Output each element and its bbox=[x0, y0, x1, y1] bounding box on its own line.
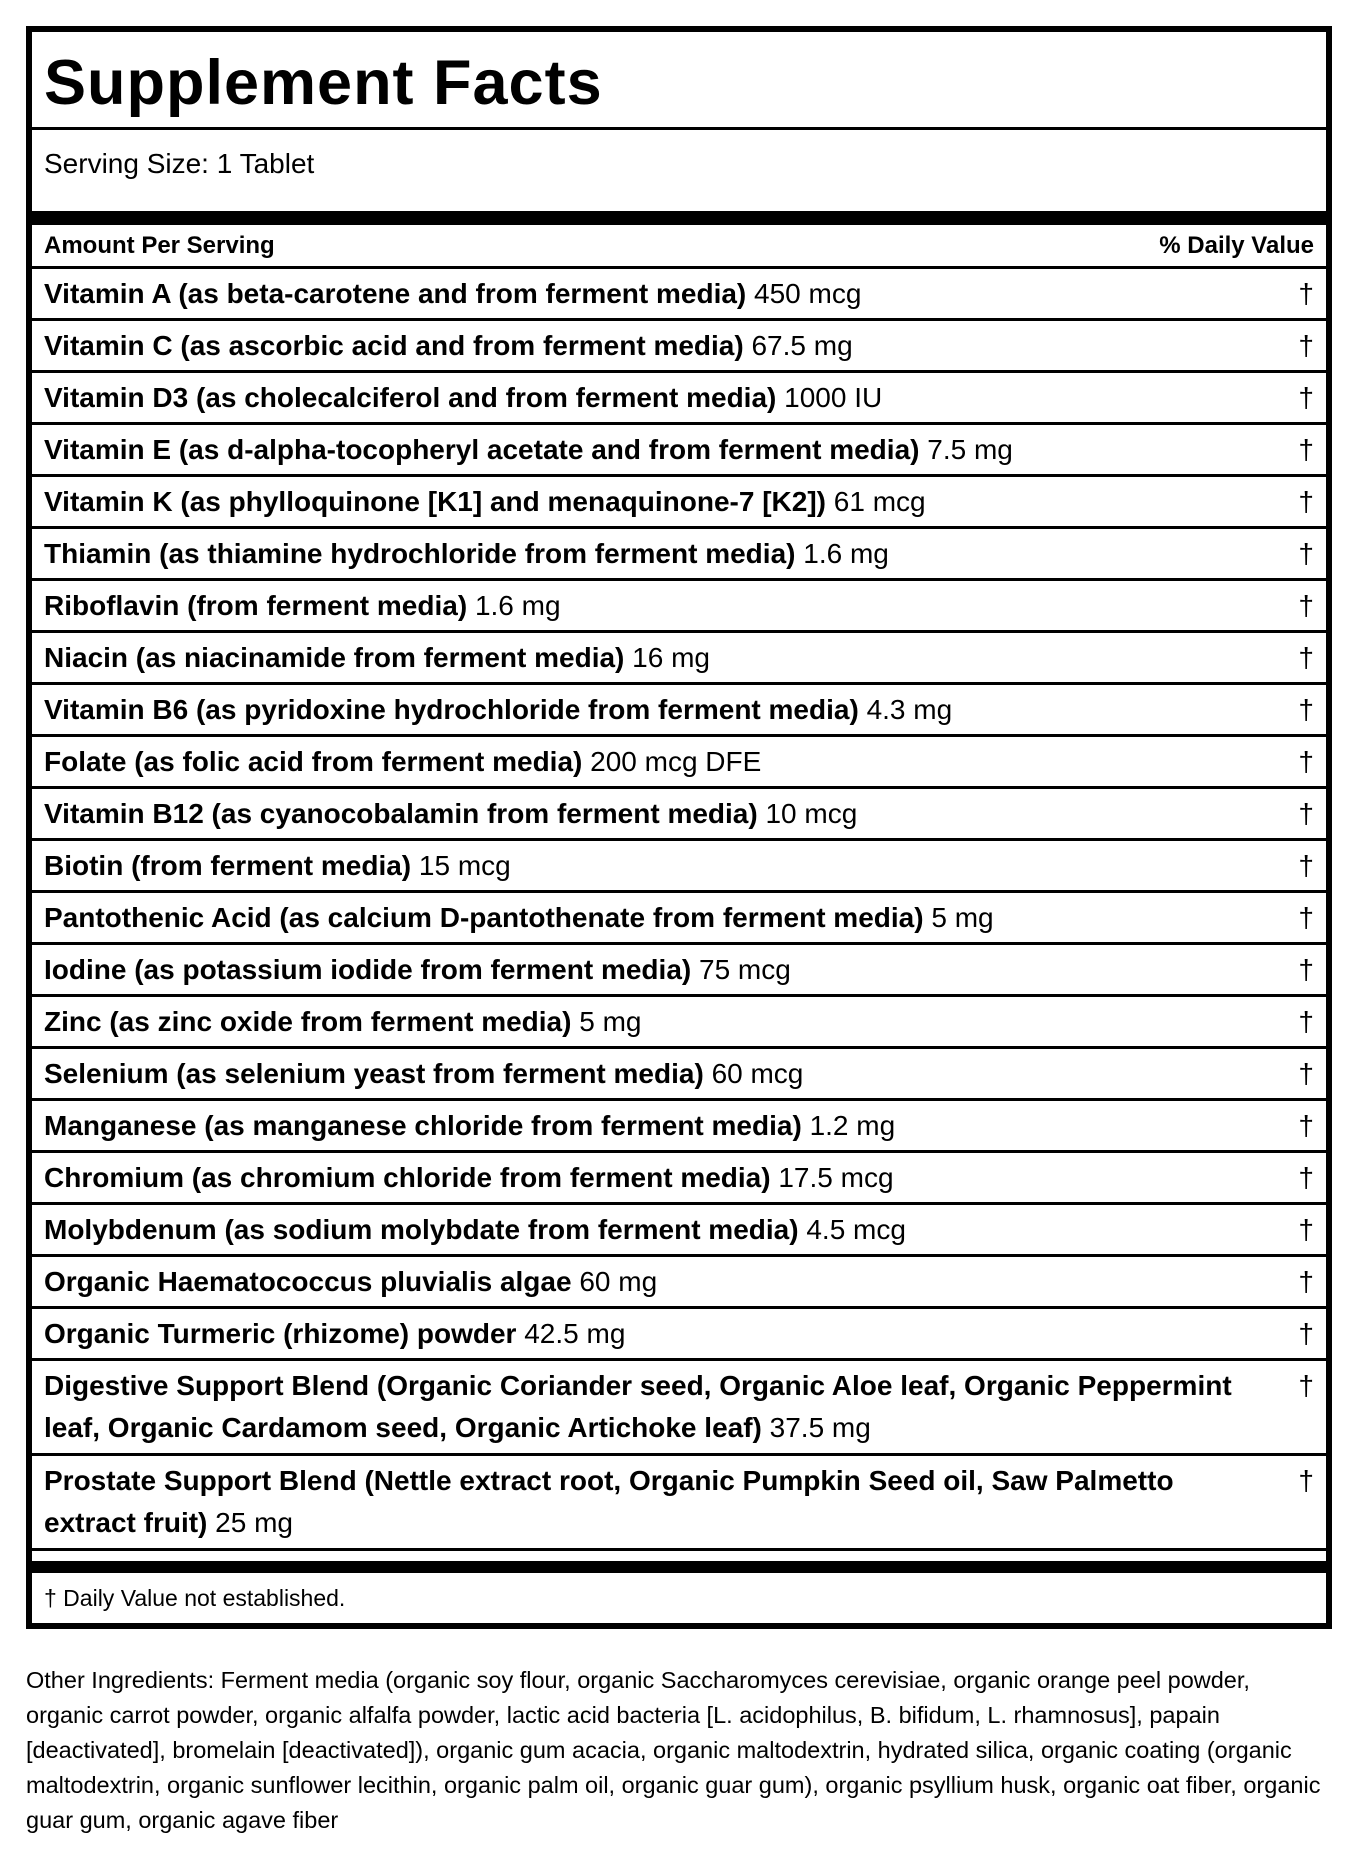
daily-value-dagger: † bbox=[1298, 1213, 1314, 1245]
nutrient-text bbox=[44, 533, 889, 575]
nutrient-row bbox=[32, 529, 1326, 581]
nutrient-text bbox=[44, 1209, 906, 1251]
nutrient-name: Zinc (as zinc oxide from ferment media) bbox=[44, 1005, 572, 1037]
nutrient-name: Vitamin B12 (as cyanocobalamin from ferment media) bbox=[44, 797, 758, 829]
daily-value-dagger: † bbox=[1298, 1161, 1314, 1193]
nutrient-text bbox=[44, 949, 791, 991]
nutrient-text bbox=[44, 1053, 803, 1095]
daily-value-dagger: † bbox=[1298, 537, 1314, 569]
nutrient-name: Riboflavin (from ferment media) bbox=[44, 589, 468, 621]
nutrient-list bbox=[32, 269, 1326, 1551]
nutrient-row bbox=[32, 477, 1326, 529]
daily-value-dagger: † bbox=[1298, 381, 1314, 413]
nutrient-row bbox=[32, 1049, 1326, 1101]
nutrient-text bbox=[44, 1105, 895, 1147]
nutrient-amount: 4.3 mg bbox=[866, 693, 953, 725]
daily-value-dagger: † bbox=[1298, 849, 1314, 881]
nutrient-row bbox=[32, 581, 1326, 633]
nutrient-name: Organic Haematococcus pluvialis algae bbox=[44, 1265, 572, 1297]
nutrient-row bbox=[32, 1456, 1326, 1551]
nutrient-amount: 1000 IU bbox=[784, 381, 883, 413]
nutrient-name: Digestive Support Blend (Organic Coriander seed, Organic Aloe leaf, Organic Peppermint leaf, Organic Cardamom seed, Organic Artichoke leaf) bbox=[44, 1370, 1232, 1443]
daily-value-dagger: † bbox=[1298, 433, 1314, 465]
nutrient-text bbox=[44, 429, 1013, 471]
supplement-facts-panel bbox=[26, 26, 1332, 1629]
nutrient-name: Molybdenum (as sodium molybdate from ferment media) bbox=[44, 1213, 799, 1245]
footnote: † Daily Value not established. bbox=[44, 1585, 346, 1611]
other-ingredients: Other Ingredients: Ferment media (organic soy flour, organic Saccharomyces cerevisiae, organic orange peel powder, organic carrot powder, organic alfalfa powder, lactic acid bacteria [L. acidophilus, B. bifidum, L. rhamnosus], papain [deactivated], bromelain [deactivated]), organic gum acacia, organic maltodextrin, hydrated silica, organic coating (organic maltodextrin, organic sunflower lecithin, organic palm oil, organic guar gum), organic psyllium husk, organic oat fiber, organic guar gum, organic agave fiber bbox=[26, 1667, 1321, 1833]
nutrient-text bbox=[44, 1157, 894, 1199]
nutrient-amount: 60 mcg bbox=[711, 1057, 804, 1089]
daily-value-dagger: † bbox=[1298, 1005, 1314, 1037]
nutrient-amount: 25 mg bbox=[215, 1507, 293, 1538]
nutrient-name: Biotin (from ferment media) bbox=[44, 849, 412, 881]
daily-value-dagger: † bbox=[1298, 641, 1314, 673]
nutrient-amount: 17.5 mcg bbox=[778, 1161, 894, 1193]
daily-value-dagger: † bbox=[1298, 1057, 1314, 1089]
nutrient-row bbox=[32, 373, 1326, 425]
daily-value-dagger: † bbox=[1298, 745, 1314, 777]
nutrient-row bbox=[32, 945, 1326, 997]
nutrient-text bbox=[44, 637, 710, 679]
amount-header bbox=[32, 225, 1326, 269]
daily-value-dagger: † bbox=[1298, 589, 1314, 621]
nutrient-row bbox=[32, 1309, 1326, 1361]
nutrient-text bbox=[44, 845, 511, 887]
nutrient-row bbox=[32, 997, 1326, 1049]
serving-size: Serving Size: 1 Tablet bbox=[32, 130, 1326, 225]
nutrient-name: Vitamin D3 (as cholecalciferol and from ferment media) bbox=[44, 381, 777, 413]
nutrient-text bbox=[44, 481, 926, 523]
nutrient-name: Prostate Support Blend (Nettle extract root, Organic Pumpkin Seed oil, Saw Palmetto extract fruit) bbox=[44, 1465, 1174, 1538]
daily-value-dagger: † bbox=[1298, 277, 1314, 309]
nutrient-text bbox=[44, 1365, 1264, 1449]
daily-value-dagger: † bbox=[1298, 485, 1314, 517]
daily-value-dagger: † bbox=[1298, 953, 1314, 985]
nutrient-text bbox=[44, 325, 853, 367]
nutrient-amount: 5 mg bbox=[931, 901, 994, 933]
nutrient-row bbox=[32, 841, 1326, 893]
nutrient-text bbox=[44, 585, 561, 627]
nutrient-name: Thiamin (as thiamine hydrochloride from ferment media) bbox=[44, 537, 796, 569]
nutrient-amount: 75 mcg bbox=[699, 953, 791, 985]
nutrient-text bbox=[44, 273, 861, 315]
nutrient-row bbox=[32, 1101, 1326, 1153]
nutrient-row bbox=[32, 425, 1326, 477]
panel-title: Supplement Facts bbox=[32, 32, 1326, 130]
nutrient-row bbox=[32, 1153, 1326, 1205]
nutrient-name: Iodine (as potassium iodide from ferment media) bbox=[44, 953, 692, 985]
nutrient-amount: 200 mcg DFE bbox=[590, 745, 762, 777]
nutrient-name: Folate (as folic acid from ferment media) bbox=[44, 745, 583, 777]
nutrient-text bbox=[44, 1001, 641, 1043]
nutrient-row bbox=[32, 1205, 1326, 1257]
nutrient-amount: 1.2 mg bbox=[809, 1109, 896, 1141]
nutrient-row bbox=[32, 685, 1326, 737]
nutrient-text bbox=[44, 689, 952, 731]
nutrient-row bbox=[32, 269, 1326, 321]
nutrient-text bbox=[44, 1313, 625, 1355]
nutrient-row bbox=[32, 633, 1326, 685]
nutrient-name: Manganese (as manganese chloride from ferment media) bbox=[44, 1109, 802, 1141]
nutrient-text bbox=[44, 1460, 1264, 1544]
nutrient-text bbox=[44, 377, 882, 419]
amount-per-serving-heading: Amount Per Serving bbox=[44, 231, 275, 259]
nutrient-text bbox=[44, 793, 857, 835]
daily-value-dagger: † bbox=[1298, 1317, 1314, 1349]
nutrient-row bbox=[32, 1361, 1326, 1456]
nutrient-name: Vitamin K (as phylloquinone [K1] and menaquinone-7 [K2]) bbox=[44, 485, 826, 517]
nutrient-amount: 1.6 mg bbox=[803, 537, 889, 569]
thick-divider bbox=[32, 1551, 1326, 1573]
nutrient-name: Selenium (as selenium yeast from ferment media) bbox=[44, 1057, 704, 1089]
nutrient-text bbox=[44, 897, 994, 939]
nutrient-row bbox=[32, 893, 1326, 945]
nutrient-text bbox=[44, 1261, 657, 1303]
nutrient-amount: 5 mg bbox=[579, 1005, 642, 1037]
nutrient-amount: 7.5 mg bbox=[927, 433, 1013, 465]
nutrient-amount: 4.5 mcg bbox=[806, 1213, 906, 1245]
nutrient-name: Organic Turmeric (rhizome) powder bbox=[44, 1317, 517, 1349]
nutrient-amount: 42.5 mg bbox=[524, 1317, 626, 1349]
nutrient-name: Pantothenic Acid (as calcium D-pantothenate from ferment media) bbox=[44, 901, 924, 933]
nutrient-amount: 1.6 mg bbox=[474, 589, 561, 621]
nutrient-row bbox=[32, 321, 1326, 373]
nutrient-name: Vitamin A (as beta-carotene and from ferment media) bbox=[44, 277, 747, 309]
nutrient-amount: 61 mcg bbox=[833, 485, 926, 517]
daily-value-dagger: † bbox=[1298, 1465, 1314, 1496]
nutrient-amount: 15 mcg bbox=[418, 849, 511, 881]
daily-value-dagger: † bbox=[1298, 1370, 1314, 1401]
nutrient-name: Vitamin B6 (as pyridoxine hydrochloride from ferment media) bbox=[44, 693, 859, 725]
daily-value-dagger: † bbox=[1298, 329, 1314, 361]
daily-value-heading: % Daily Value bbox=[1159, 231, 1314, 259]
daily-value-dagger: † bbox=[1298, 901, 1314, 933]
nutrient-row bbox=[32, 789, 1326, 841]
nutrient-amount: 37.5 mg bbox=[769, 1412, 871, 1443]
nutrient-amount: 10 mcg bbox=[765, 797, 858, 829]
nutrient-name: Vitamin C (as ascorbic acid and from ferment media) bbox=[44, 329, 744, 361]
nutrient-name: Chromium (as chromium chloride from ferment media) bbox=[44, 1161, 771, 1193]
nutrient-row bbox=[32, 1257, 1326, 1309]
daily-value-dagger: † bbox=[1298, 797, 1314, 829]
nutrient-amount: 60 mg bbox=[579, 1265, 658, 1297]
nutrient-row bbox=[32, 737, 1326, 789]
daily-value-dagger: † bbox=[1298, 1265, 1314, 1297]
nutrient-amount: 67.5 mg bbox=[751, 329, 853, 361]
nutrient-text bbox=[44, 741, 761, 783]
nutrient-name: Niacin (as niacinamide from ferment media) bbox=[44, 641, 625, 673]
daily-value-dagger: † bbox=[1298, 693, 1314, 725]
nutrient-amount: 450 mcg bbox=[754, 277, 862, 309]
nutrient-amount: 16 mg bbox=[632, 641, 710, 673]
nutrient-name: Vitamin E (as d-alpha-tocopheryl acetate and from ferment media) bbox=[44, 433, 920, 465]
daily-value-dagger: † bbox=[1298, 1109, 1314, 1141]
